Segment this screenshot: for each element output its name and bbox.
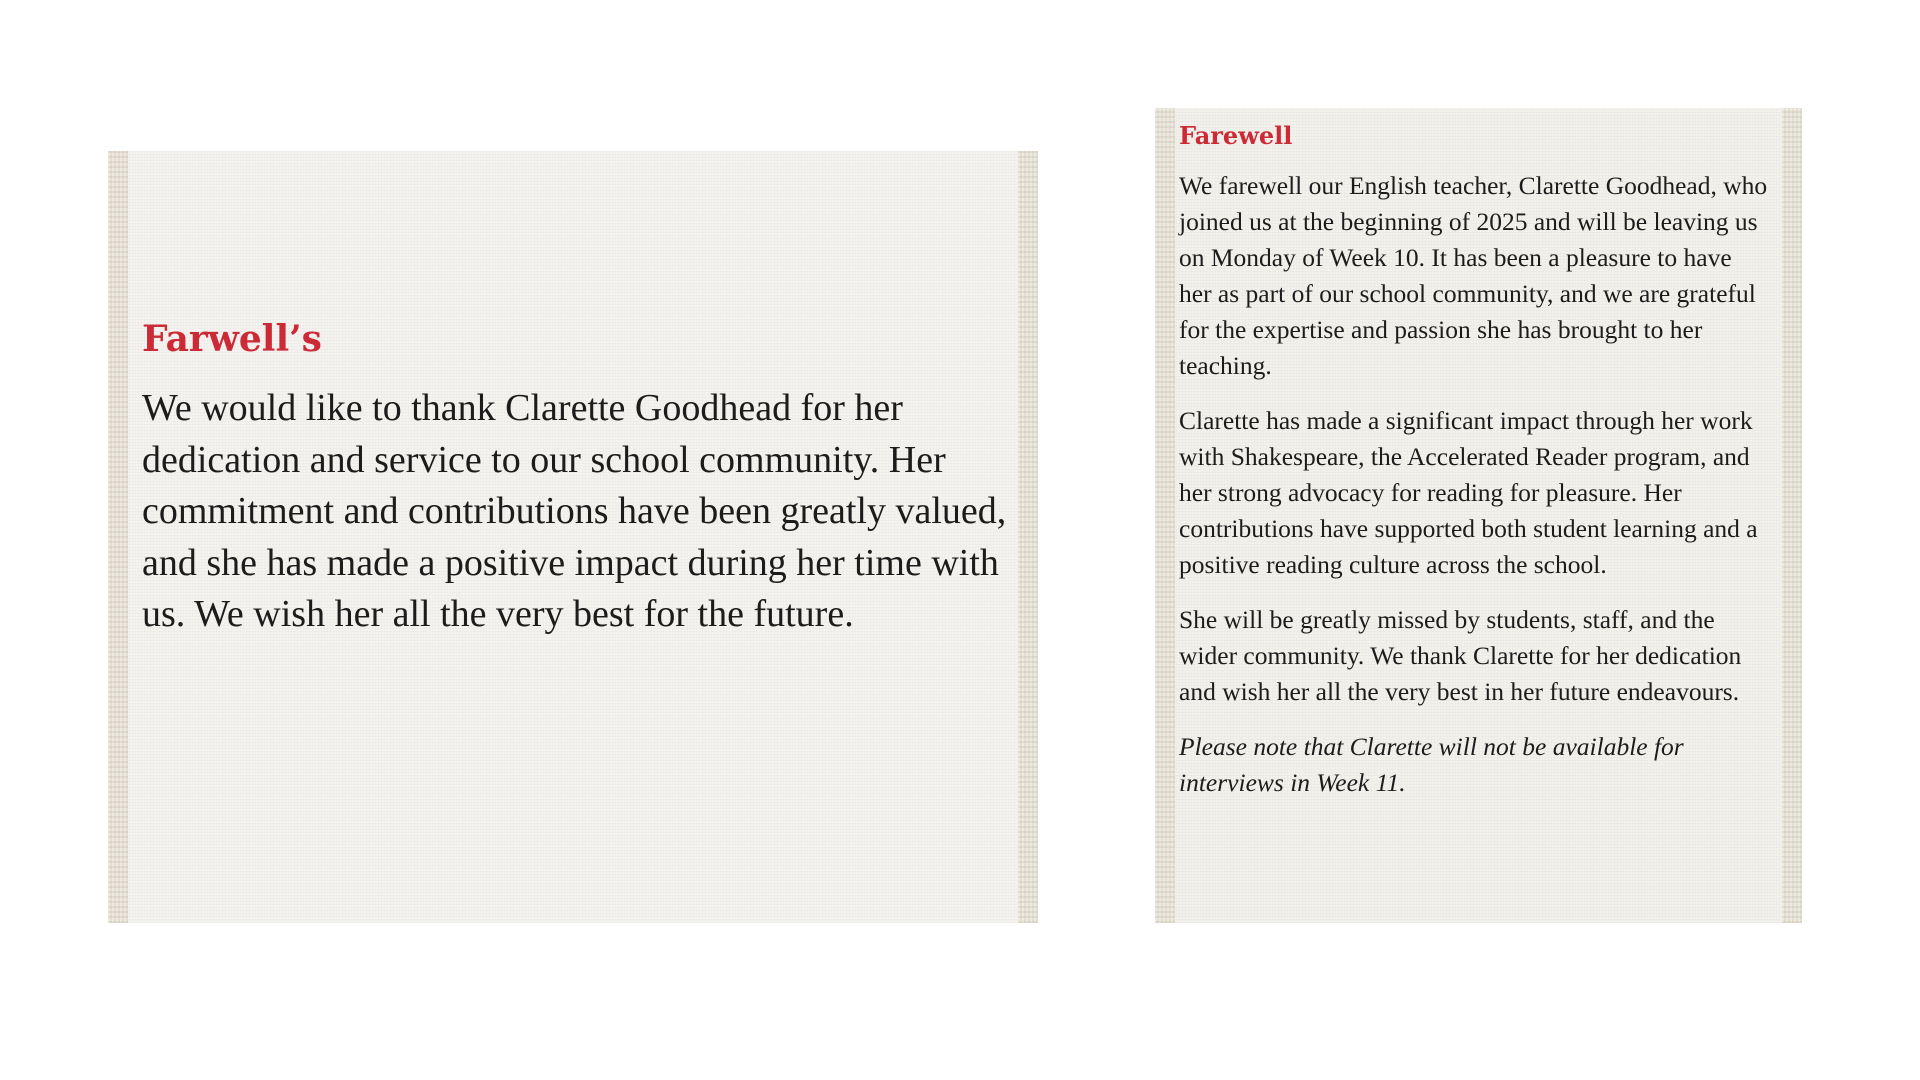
notice-paragraph: We farewell our English teacher, Clarette Goodhead, who joined us at the beginning of 2025 and will be leaving us on Monday of Week 10. It has been a pleasure to have her as part of our school community, and we are grateful for the expertise and passion she has brought to her teaching. <box>1179 171 1768 380</box>
notice-note: Please note that Clarette will not be available for interviews in Week 11. <box>1179 732 1684 797</box>
notice-body: We would like to thank Clarette Goodhead for her dedication and service to our school community. Her commitment and contributions have been greatly valued, and she has made a positive impact during her time with us. We wish her all the very best for the future. <box>142 387 1007 635</box>
notice-paragraph: Clarette has made a significant impact through her work with Shakespeare, the Accelerated Reader program, and her strong advocacy for reading for pleasure. Her contributions have supported both student learning and a positive reading culture across the school. <box>1179 406 1758 579</box>
notice-heading: Farewell <box>1179 121 1293 150</box>
farewell-notice-full <box>1155 108 1802 923</box>
notice-content <box>1179 118 1769 820</box>
notice-paragraph: She will be greatly missed by students, staff, and the wider community. We thank Clarette for her dedication and wish her all the very best in her future endeavours. <box>1179 605 1742 706</box>
notice-content <box>142 317 1022 641</box>
farewell-notice-short <box>108 151 1038 923</box>
notice-heading: Farwell’s <box>142 318 322 360</box>
